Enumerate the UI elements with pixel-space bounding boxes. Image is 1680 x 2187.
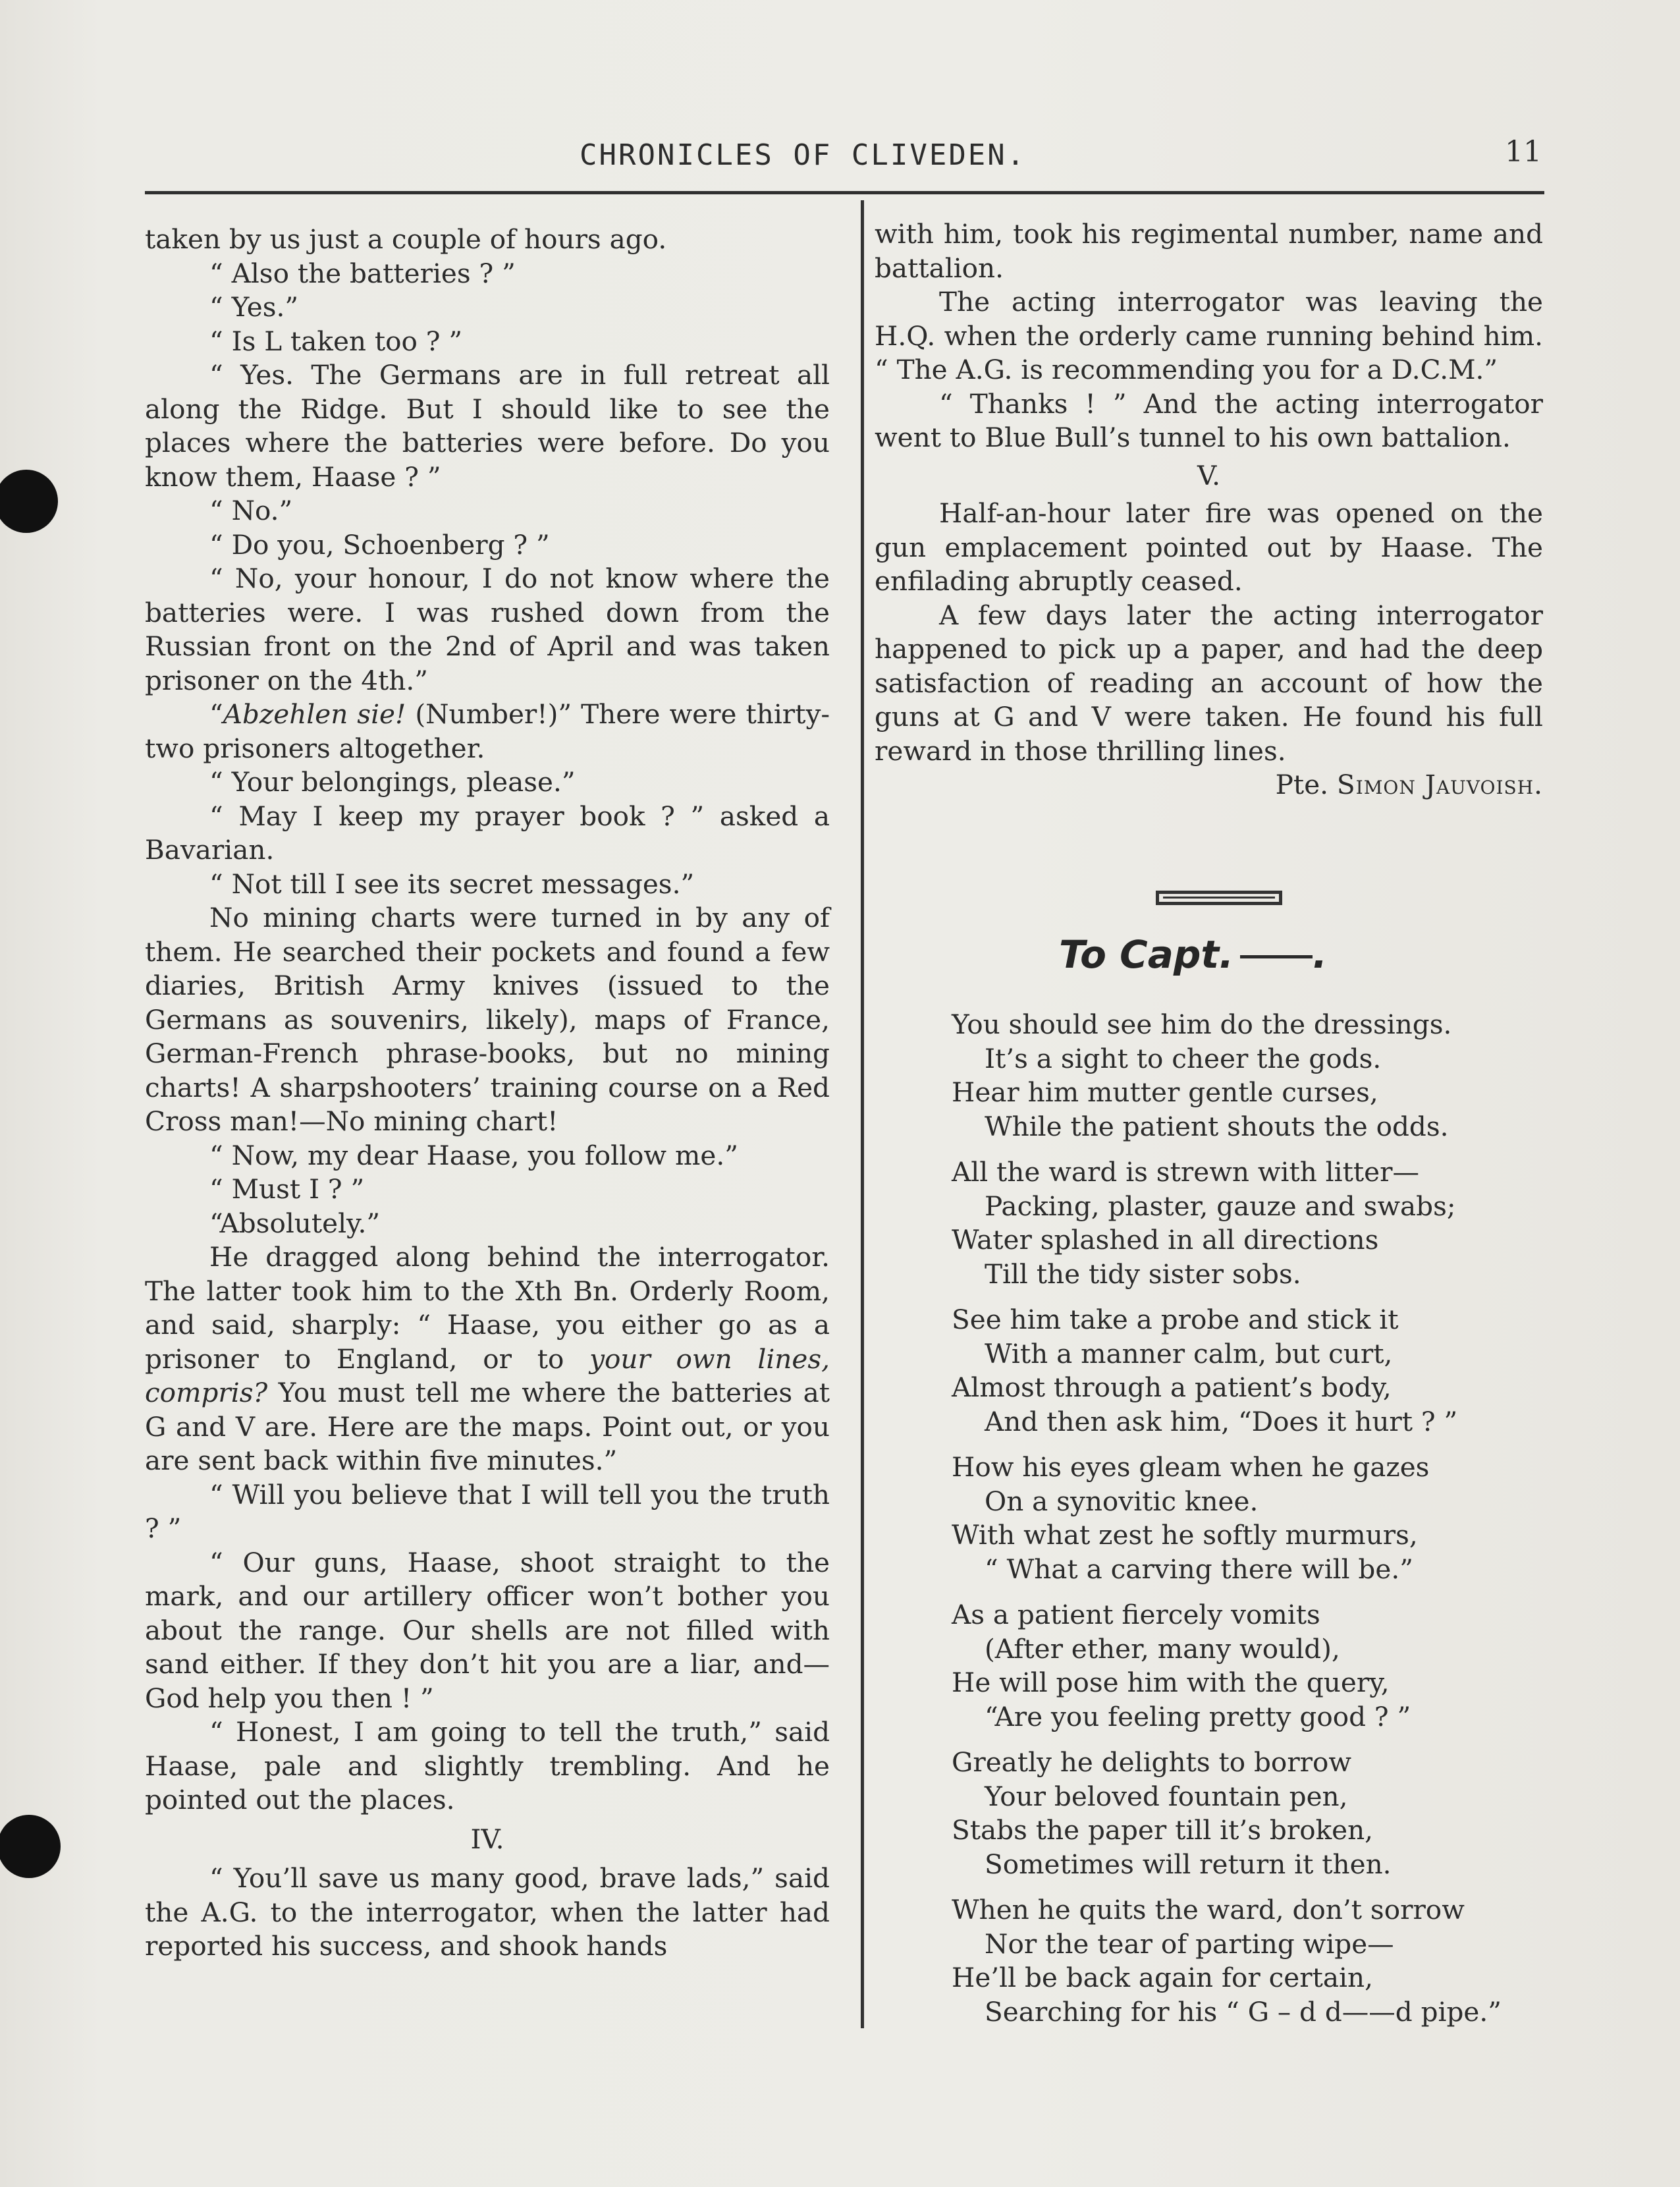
poem-line: Nor the tear of parting wipe— [985, 1927, 1394, 1960]
poem-line: Almost through a patient’s body, [952, 1371, 1392, 1403]
paragraph: “ You’ll save us many good, brave lads,” said the A.G. to the interrogator, when the latter had reported his success, and shook hands [145, 1862, 830, 1962]
paragraph: The acting interrogator was leaving the H.Q. when the orderly came running behind him. “ The A.G. is recommending you for a D.C.M.” [875, 286, 1543, 385]
poem-line: He’ll be back again for certain, [952, 1962, 1373, 1993]
quote-open: “ [209, 698, 223, 730]
paragraph: “ Will you believe that I will tell you the truth ? ” [145, 1478, 830, 1544]
poem-title-blank [1240, 955, 1313, 958]
poem-stanza [952, 1893, 1544, 2029]
poem-line: How his eyes gleam when he gazes [952, 1451, 1430, 1483]
italic-phrase: your own lines, compris? [145, 1343, 830, 1408]
poem-line: Greatly he delights to borrow [952, 1746, 1352, 1778]
paragraph-rest: (Number!)” There were thirty-two prisoners altogether. [145, 698, 830, 764]
right-column-paragraphs-b [875, 497, 1543, 768]
poem-line: While the patient shouts the odds. [985, 1110, 1449, 1142]
section-heading-iv: IV. [470, 1823, 504, 1855]
paragraph: “ Not till I see its secret messages.” [209, 868, 695, 900]
poem-stanza [952, 1598, 1544, 1734]
paragraph: taken by us just a couple of hours ago. [145, 223, 667, 255]
poem-line: Your beloved fountain pen, [985, 1780, 1348, 1812]
paragraph: “ Yes.” [209, 291, 299, 323]
left-column [145, 223, 830, 1964]
poem-line: When he quits the ward, don’t sorrow [952, 1894, 1465, 1925]
paragraph: “ Is L taken too ? ” [209, 325, 463, 357]
left-column-paragraphs-a [145, 223, 830, 698]
paragraph: Half-an-hour later fire was opened on the gun emplacement pointed out by Haase. The enfilading abruptly ceased. [875, 497, 1543, 597]
punch-hole-bottom [0, 1815, 61, 1878]
poem-line: He will pose him with the query, [952, 1667, 1390, 1698]
paragraph: “ Now, my dear Haase, you follow me.” [209, 1139, 738, 1171]
paragraph: “ No, your honour, I do not know where the batteries were. I was rushed down from the Russian front on the 2nd of April and was taken prisoner on the 4th.” [145, 563, 830, 696]
poem-line: (After ether, many would), [985, 1632, 1340, 1665]
paragraph: “ Do you, Schoenberg ? ” [209, 528, 550, 561]
paragraph-text: He dragged along behind the interrogator. The latter took him to the Xth Bn. Orderly Room, and said, sharply: “ Haase, you either go as a prisoner to England, or to [145, 1241, 830, 1375]
poem-line: And then ask him, “Does it hurt ? ” [985, 1405, 1458, 1437]
poem-line: With a manner calm, but curt, [985, 1337, 1393, 1370]
poem-line: Sometimes will return it then. [985, 1848, 1392, 1880]
left-column-paragraphs-d [145, 1862, 830, 1964]
poem-title-end: . [1313, 932, 1328, 977]
poem-line: “Are you feeling pretty good ? ” [985, 1700, 1411, 1732]
paragraph: “ Also the batteries ? ” [209, 257, 516, 289]
paragraph: “ No.” [209, 495, 293, 526]
paragraph: “ Must I ? ” [209, 1173, 365, 1205]
author-signature [875, 768, 1543, 802]
paragraph-orderly-room [145, 1240, 830, 1478]
poem-stanza [952, 1008, 1544, 1144]
poem-line: Searching for his “ G – d d——d pipe.” [985, 1995, 1502, 2028]
poem-line: “ What a carving there will be.” [985, 1553, 1413, 1585]
poem-line: On a synovitic knee. [985, 1485, 1259, 1517]
punch-hole-top [0, 470, 58, 533]
poem-line: Water splashed in all directions [952, 1224, 1379, 1256]
poem-line: Hear him mutter gentle curses, [952, 1076, 1378, 1108]
poem-line: Stabs the paper till it’s broken, [952, 1814, 1374, 1846]
right-column-paragraphs-a [875, 217, 1543, 455]
paragraph: “ Honest, I am going to tell the truth,” said Haase, pale and slightly trembling. And he pointed out the places. [145, 1716, 830, 1815]
paragraph: A few days later the acting interrogator happened to pick up a paper, and had the deep satisfaction of reading an account of how the guns at G and V were taken. He found his full reward in those thrilling lines. [875, 599, 1543, 767]
poem-line: Packing, plaster, gauze and swabs; [985, 1190, 1456, 1222]
paragraph: “ Yes. The Germans are in full retreat all along the Ridge. But I should like to see the places where the batteries were before. Do you know them, Haase ? ” [145, 359, 830, 493]
poem-stanza [952, 1303, 1544, 1439]
poem-line: As a patient fiercely vomits [952, 1599, 1320, 1630]
poem-line: You should see him do the dressings. [952, 1009, 1452, 1040]
paragraph: No mining charts were turned in by any of them. He searched their pockets and found a few diaries, British Army knives (issued to the Germans as souvenirs, likely), maps of France, German-French phrase-books, but no mining charts! A sharpshooters’ training course on a Red Cross man!—No mining chart! [145, 902, 830, 1137]
poem-stanza [952, 1746, 1544, 1881]
signature-name: Simon Jauvoish. [1336, 769, 1543, 800]
header-rule [145, 191, 1544, 194]
left-column-paragraphs-c [145, 1478, 830, 1817]
paragraph: “ Our guns, Haase, shoot straight to the mark, and our artillery officer won’t bother you about the range. Our shells are not filled with sand either. If they don’t hit you are a liar, and—God help you then ! ” [145, 1546, 830, 1714]
left-column-paragraphs-b [145, 765, 830, 1240]
poem-line: See him take a probe and stick it [952, 1304, 1399, 1335]
section-ornament [1156, 891, 1282, 905]
signature-rank: Pte. [1275, 769, 1329, 800]
poem-stanza [952, 1155, 1544, 1291]
poem-line: All the ward is strewn with litter— [952, 1156, 1419, 1188]
right-column [875, 217, 1543, 802]
poem-title-text: To Capt. [1059, 932, 1234, 977]
poem-line: With what zest he softly murmurs, [952, 1519, 1418, 1551]
italic-phrase: Abzehlen sie! [223, 698, 406, 730]
paragraph: “Absolutely.” [209, 1207, 381, 1239]
paragraph: “ Thanks ! ” And the acting interrogator went to Blue Bull’s tunnel to his own battalion. [875, 387, 1543, 453]
paragraph-abzehlen [145, 698, 830, 765]
paragraph: “ Your belongings, please.” [209, 766, 576, 798]
section-heading-v: V. [1197, 459, 1221, 491]
page-number: 11 [1505, 135, 1542, 169]
poem-title [1059, 932, 1327, 977]
poem-line: It’s a sight to cheer the gods. [985, 1042, 1382, 1074]
poem-body [952, 1008, 1544, 2041]
paragraph: “ May I keep my prayer book ? ” asked a Bavarian. [145, 800, 830, 866]
paragraph: with him, took his regimental number, name and battalion. [875, 218, 1543, 284]
running-header-title: CHRONICLES OF CLIVEDEN. [580, 138, 1027, 172]
poem-line: Till the tidy sister sobs. [985, 1258, 1301, 1290]
poem-stanza [952, 1451, 1544, 1586]
column-divider [861, 200, 864, 2028]
paragraph-text: You must tell me where the batteries at G and V are. Here are the maps. Point out, or you are sent back within five minutes.” [145, 1377, 830, 1476]
